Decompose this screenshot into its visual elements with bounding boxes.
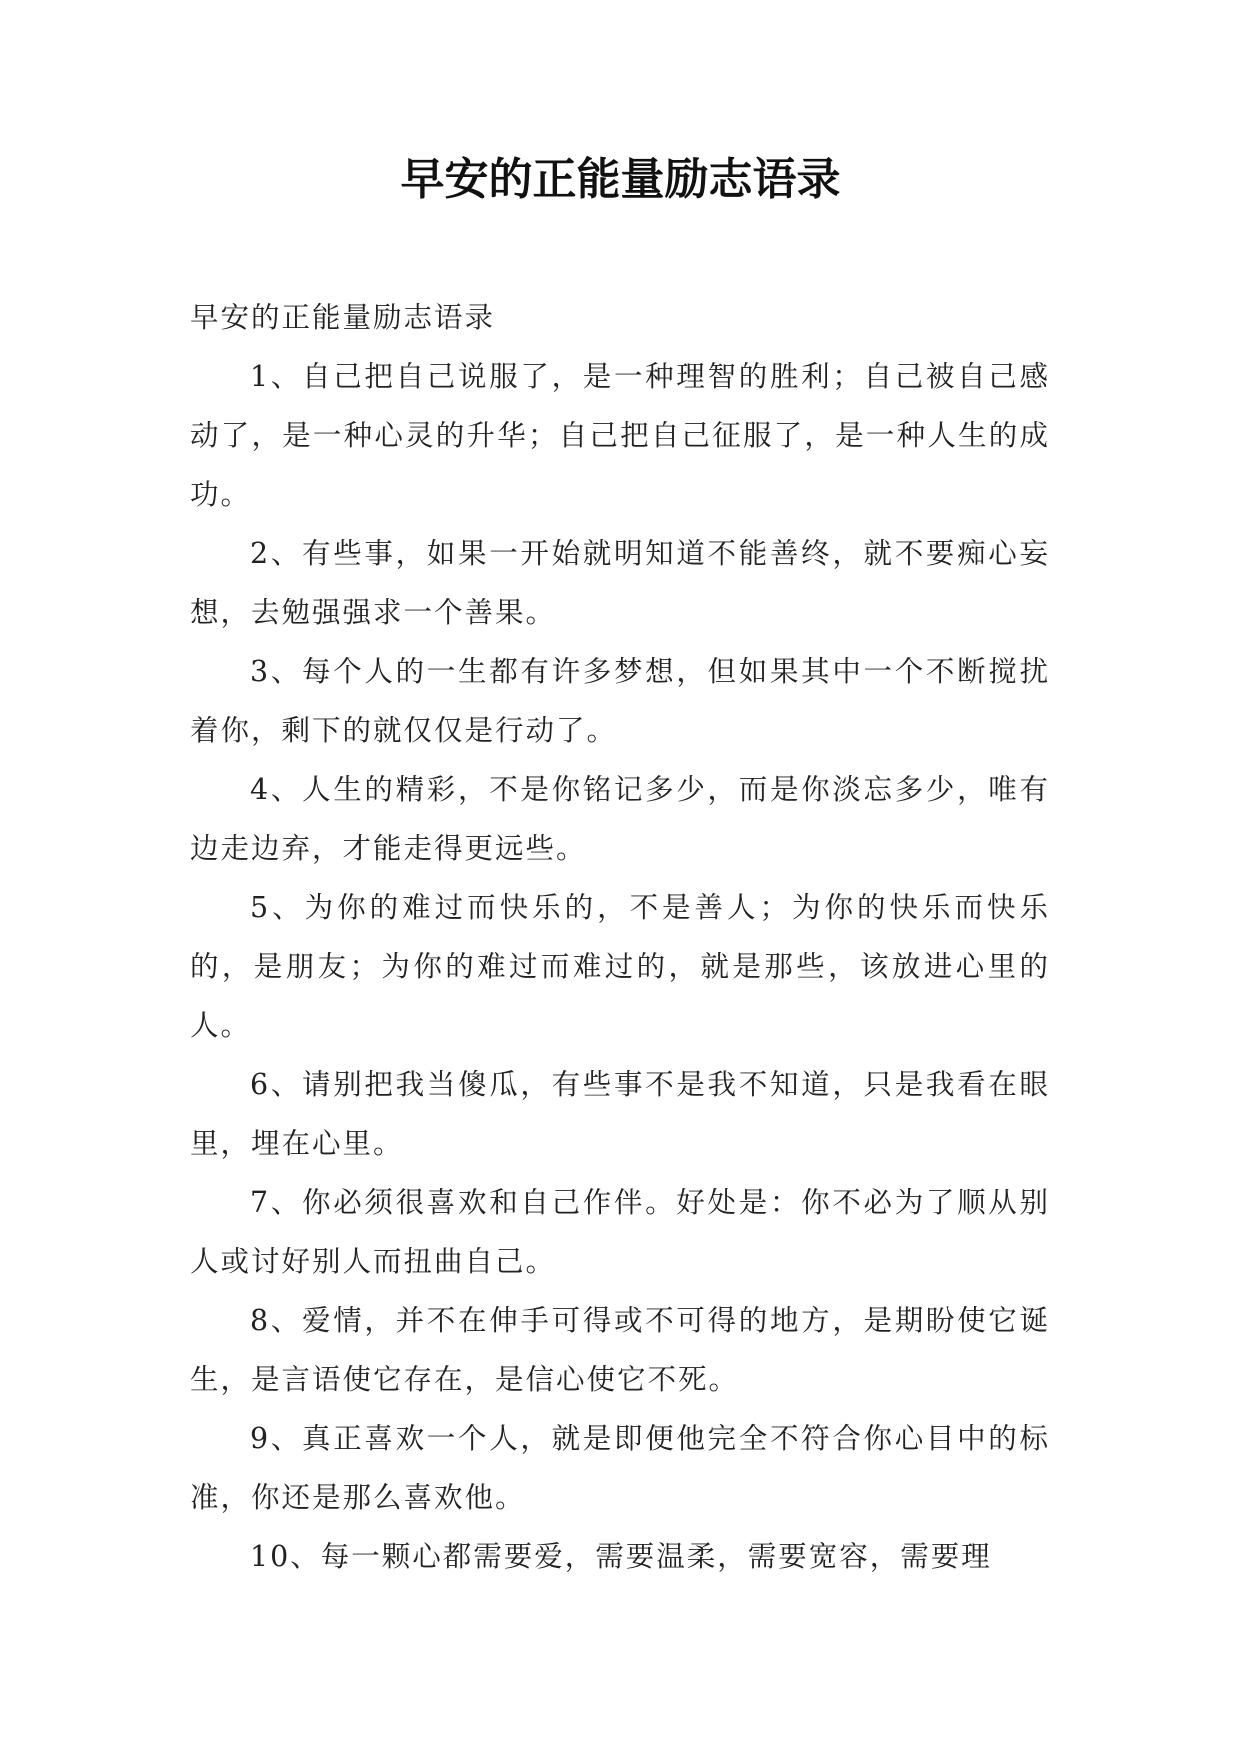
document-title: 早安的正能量励志语录 <box>400 154 841 205</box>
quote-item-10: 10、每一颗心都需要爱，需要温柔，需要宽容，需要理 <box>250 1540 992 1573</box>
quote-item-8: 8、爱情，并不在伸手可得或不可得的地方，是期盼使它诞生，是言语使它存在，是信心使它不死。 <box>190 1304 1050 1396</box>
quote-item-2: 2、有些事，如果一开始就明知道不能善终，就不要痴心妄想，去勉强强求一个善果。 <box>190 537 1050 629</box>
quote-item-5: 5、为你的难过而快乐的，不是善人；为你的快乐而快乐的，是朋友；为你的难过而难过的，就是那些，该放进心里的人。 <box>190 891 1050 1042</box>
quote-item-1: 1、自己把自己说服了，是一种理智的胜利；自己被自己感动了，是一种心灵的升华；自己把自己征服了，是一种人生的成功。 <box>190 360 1050 511</box>
quote-item-4: 4、人生的精彩，不是你铭记多少，而是你淡忘多少，唯有边走边弃，才能走得更远些。 <box>190 773 1050 865</box>
document-body <box>190 288 1050 1586</box>
quote-item-3: 3、每个人的一生都有许多梦想，但如果其中一个不断搅扰着你，剩下的就仅仅是行动了。 <box>190 655 1050 747</box>
quote-item-7: 7、你必须很喜欢和自己作伴。好处是：你不必为了顺从别人或讨好别人而扭曲自己。 <box>190 1186 1050 1278</box>
quote-item-6: 6、请别把我当傻瓜，有些事不是我不知道，只是我看在眼里，埋在心里。 <box>190 1068 1050 1160</box>
document-subtitle: 早安的正能量励志语录 <box>190 301 496 334</box>
quote-item-9: 9、真正喜欢一个人，就是即便他完全不符合你心目中的标准，你还是那么喜欢他。 <box>190 1422 1050 1514</box>
